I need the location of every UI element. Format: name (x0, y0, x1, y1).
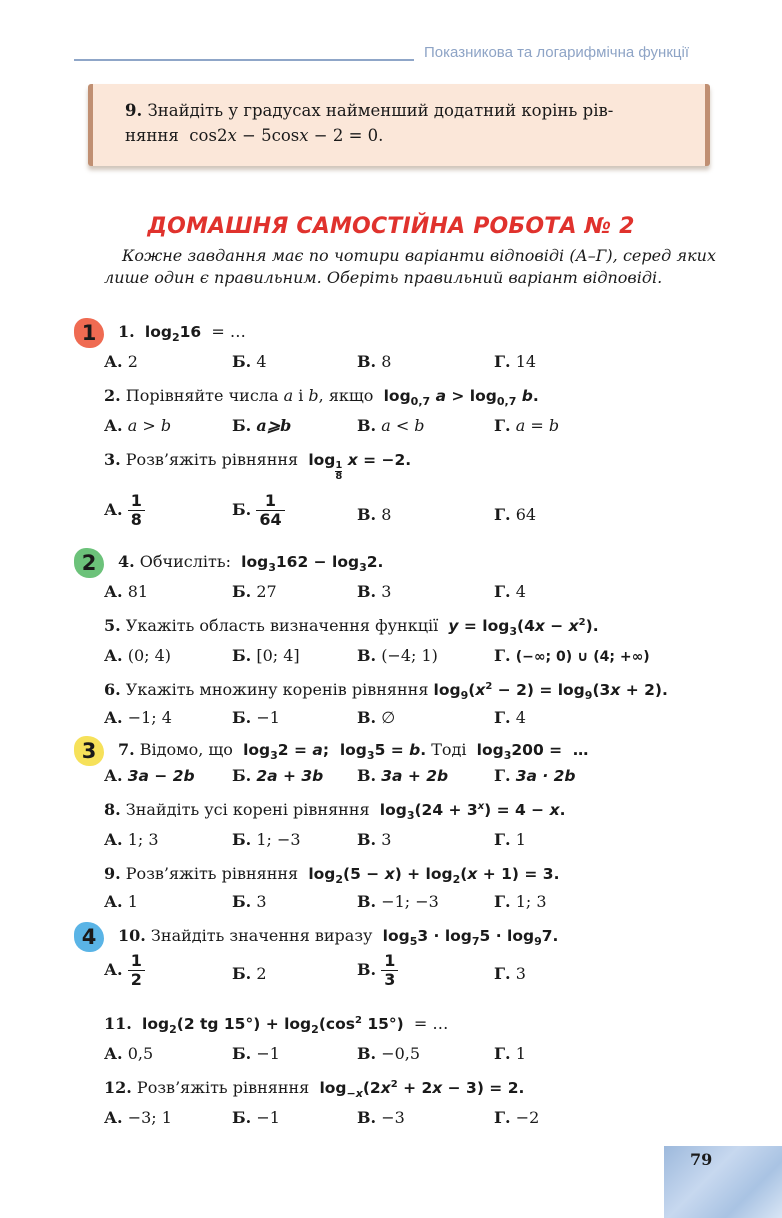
level-badge-3: 3 (74, 736, 104, 766)
question-12: 12. Розв’яжіть рівняння $\log_{-x}(2x^2 + 2x - 3) = 2$. (104, 1078, 525, 1100)
answer-11-b: Б. −1 (232, 1044, 280, 1063)
header-rule (74, 59, 414, 61)
answer-12-b: Б. −1 (232, 1108, 280, 1127)
section-title: ДОМАШНЯ САМОСТІЙНА РОБОТА № 2 (147, 214, 635, 239)
answer-1-a: А. 2 (104, 352, 138, 371)
answer-6-d: Г. 4 (494, 708, 526, 727)
level-badge-4: 4 (74, 922, 104, 952)
answer-4-c: В. 3 (357, 582, 392, 601)
answer-6-a: А. −1; 4 (104, 708, 172, 727)
running-header: Показникова та логарифмічна функції (424, 44, 689, 61)
answer-2-a: А. a > b (104, 416, 172, 435)
answer-7-d: Г. 3a · 2b (494, 766, 576, 785)
answer-4-b: Б. 27 (232, 582, 277, 601)
answer-5-b: Б. [0; 4] (232, 646, 300, 665)
answer-7-c: В. 3a + 2b (357, 766, 449, 785)
level-badge-1: 1 (74, 318, 104, 348)
answer-5-d: Г. (−∞; 0) ∪ (4; +∞) (494, 646, 650, 665)
task-9-text: 9. Знайдіть у градусах найменший додатний корінь рів- няння cos2x − 5cosx − 2 = 0. (125, 101, 614, 145)
page-number: 79 (690, 1150, 713, 1169)
answer-7-b: Б. 2a + 3b (232, 766, 324, 785)
answer-10-c: В. $\frac{1}{3}$ (357, 952, 398, 989)
answer-9-d: Г. 1; 3 (494, 892, 547, 911)
question-3: 3. Розв’яжіть рівняння log $\frac{1}{8}$ x = −2. (104, 450, 412, 482)
answer-8-c: В. 3 (357, 830, 392, 849)
answer-7-a: А. 3a − 2b (104, 766, 195, 785)
question-9: 9. Розв’яжіть рівняння $\log_2(5 - x) + \log_2(x + 1) = 3$. (104, 864, 560, 886)
question-1: 1. $\log_216$ = … (118, 322, 246, 344)
answer-6-c: В. ∅ (357, 708, 396, 727)
answer-5-c: В. (−4; 1) (357, 646, 438, 665)
section-intro: Кожне завдання має по чотири варіанти відповіді (А–Г), серед яких лише один є правильним. Оберіть правильний варіант відповіді. (104, 246, 716, 287)
answer-2-d: Г. a = b (494, 416, 560, 435)
answer-9-a: А. 1 (104, 892, 138, 911)
question-11: 11. $\log_2(2$ tg $15^\circ) + \log_2(\cos^2$ 15°) = … (104, 1014, 449, 1036)
question-8: 8. Знайдіть усі корені рівняння $\log_3(24 + 3^x) = 4 - x$. (104, 800, 566, 822)
answer-3-c: В. 8 (357, 505, 392, 524)
question-5: 5. Укажіть область визначення функції $y = \log_3(4x - x^2)$. (104, 616, 599, 638)
answer-12-a: А. −3; 1 (104, 1108, 172, 1127)
answer-9-c: В. −1; −3 (357, 892, 439, 911)
answer-8-d: Г. 1 (494, 830, 526, 849)
task-box (88, 84, 710, 166)
page-corner-decoration (664, 1146, 782, 1218)
answer-2-c: В. a < b (357, 416, 425, 435)
answer-3-d: Г. 64 (494, 505, 537, 524)
question-4: 4. Обчисліть: $\log_3162 - \log_32$. (118, 552, 384, 574)
question-6: 6. Укажіть множину коренів рівняння $\log_9(x^2 - 2) = \log_9(3x + 2)$. (104, 680, 668, 702)
level-badge-2: 2 (74, 548, 104, 578)
answer-8-b: Б. 1; −3 (232, 830, 301, 849)
answer-8-a: А. 1; 3 (104, 830, 159, 849)
question-7: 7. Відомо, що $\log_32 = a$; $\log_35 = b$. Тоді $\log_3200$ = … (118, 740, 589, 762)
answer-11-a: А. 0,5 (104, 1044, 154, 1063)
answer-10-a: А. $\frac{1}{2}$ (104, 952, 145, 989)
answer-11-d: Г. 1 (494, 1044, 526, 1063)
answer-3-b: Б. $\frac{1}{64}$ (232, 492, 285, 529)
answer-12-d: Г. −2 (494, 1108, 540, 1127)
answer-3-a: А. $\frac{1}{8}$ (104, 492, 145, 529)
answer-2-b: Б. a⩾b (232, 416, 292, 435)
answer-9-b: Б. 3 (232, 892, 267, 911)
answer-12-c: В. −3 (357, 1108, 405, 1127)
question-10: 10. Знайдіть значення виразу $\log_53 \cdot \log_75 \cdot \log_97$. (118, 926, 559, 948)
answer-11-c: В. −0,5 (357, 1044, 421, 1063)
answer-4-d: Г. 4 (494, 582, 526, 601)
answer-1-b: Б. 4 (232, 352, 267, 371)
answer-10-d: Г. 3 (494, 964, 526, 983)
answer-6-b: Б. −1 (232, 708, 280, 727)
answer-5-a: А. (0; 4) (104, 646, 172, 665)
answer-1-c: В. 8 (357, 352, 392, 371)
question-2: 2. Порівняйте числа a і b, якщо $\log_{0,7} a > \log_{0,7} b$. (104, 386, 539, 408)
answer-10-b: Б. 2 (232, 964, 267, 983)
answer-1-d: Г. 14 (494, 352, 537, 371)
answer-4-a: А. 81 (104, 582, 149, 601)
